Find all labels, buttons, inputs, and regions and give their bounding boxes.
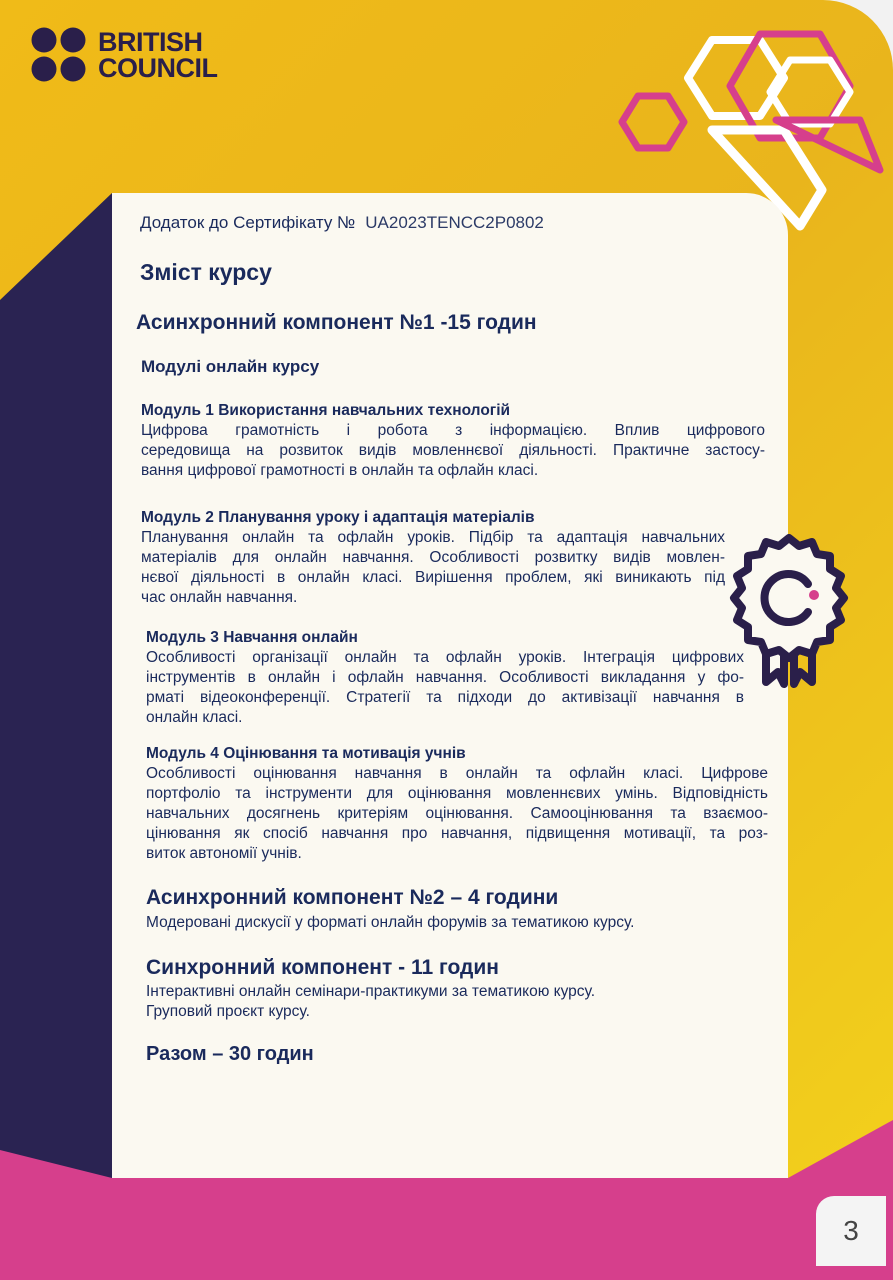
module-2-line-1: Планування онлайн та офлайн уроків. Підбір та адаптація навчальних: [141, 529, 725, 546]
module-3-line-4: онлайн класі.: [146, 709, 243, 726]
sync-component-line-1: Інтерактивні онлайн семінари-практикуми за тематикою курсу.: [146, 983, 596, 1000]
page-title: Зміст курсу: [140, 259, 272, 285]
british-council-logo: [30, 26, 218, 84]
page-number: 3: [816, 1196, 886, 1266]
module-4-line-1: Особливості оцінювання навчання в онлайн та офлайн класі. Цифрове: [146, 765, 768, 782]
module-4-line-5: виток автономії учнів.: [146, 845, 302, 862]
certificate-line: [140, 213, 544, 233]
async-component-2-text: Модеровані дискусії у форматі онлайн форумів за тематикою курсу.: [146, 914, 635, 931]
award-badge-icon: [726, 532, 852, 692]
logo-line-1: BRITISH: [98, 27, 203, 57]
module-4: [146, 744, 768, 864]
module-2-line-4: час онлайн навчання.: [141, 589, 298, 606]
module-3-title: Модуль 3 Навчання онлайн: [146, 629, 358, 646]
logo-line-2: COUNCIL: [98, 53, 218, 83]
module-3-line-1: Особливості організації онлайн та офлайн уроків. Інтеграція цифрових: [146, 649, 744, 666]
module-2-line-2: матеріалів для онлайн навчання. Особливості розвитку видів мовлен-: [141, 549, 725, 566]
module-3-line-2: інструментів в онлайн і офлайн навчання. Особливості викладання у фо-: [146, 669, 744, 686]
module-1-title: Модуль 1 Використання навчальних технологій: [141, 402, 511, 419]
total-hours: Разом – 30 годин: [146, 1043, 314, 1065]
module-3-line-3: рматі відеоконференції. Стратегії та підходи до активізації навчання в: [146, 689, 744, 706]
module-2: [141, 508, 725, 608]
module-1-line-1: Цифрова грамотність і робота з інформацією. Вплив цифрового: [141, 422, 765, 439]
module-4-line-3: навчальних досягнень критеріям оцінювання. Самооцінювання та взаємоо-: [146, 805, 768, 822]
logo-text: [98, 29, 218, 81]
async-component-2-heading: Асинхронний компонент №2 – 4 години: [146, 886, 559, 909]
module-1-line-2: середовища на розвиток видів мовленнєвої діяльності. Практичне застосу-: [141, 442, 765, 459]
module-4-title: Модуль 4 Оцінювання та мотивація учнів: [146, 745, 466, 762]
content-card: [112, 193, 788, 1178]
module-2-title: Модуль 2 Планування уроку і адаптація матеріалів: [141, 509, 535, 526]
async-component-1-heading: Асинхронний компонент №1 -15 годин: [136, 311, 537, 334]
sync-component-line-2: Груповий проєкт курсу.: [146, 1003, 310, 1020]
module-1-line-3: вання цифрової грамотності в онлайн та офлайн класі.: [141, 462, 539, 479]
certificate-number: UA2023TENCC2P0802: [365, 213, 544, 232]
module-3: [146, 628, 744, 728]
modules-subheading: Модулі онлайн курсу: [141, 357, 320, 376]
module-4-line-4: цінювання як спосіб навчання про навчання, підвищення мотивації, та роз-: [146, 825, 768, 842]
navy-band: [0, 193, 112, 1280]
logo-dots-icon: [30, 26, 88, 84]
module-4-line-2: портфоліо та інструменти для оцінювання мовленнєвих умінь. Відповідність: [146, 785, 768, 802]
module-1: [141, 401, 765, 481]
module-2-line-3: нєвої діяльності в онлайн класі. Вирішення проблем, які виникають під: [141, 569, 725, 586]
certificate-label: Додаток до Сертифікату №: [140, 213, 356, 232]
sync-component-heading: Синхронний компонент - 11 годин: [146, 956, 499, 979]
